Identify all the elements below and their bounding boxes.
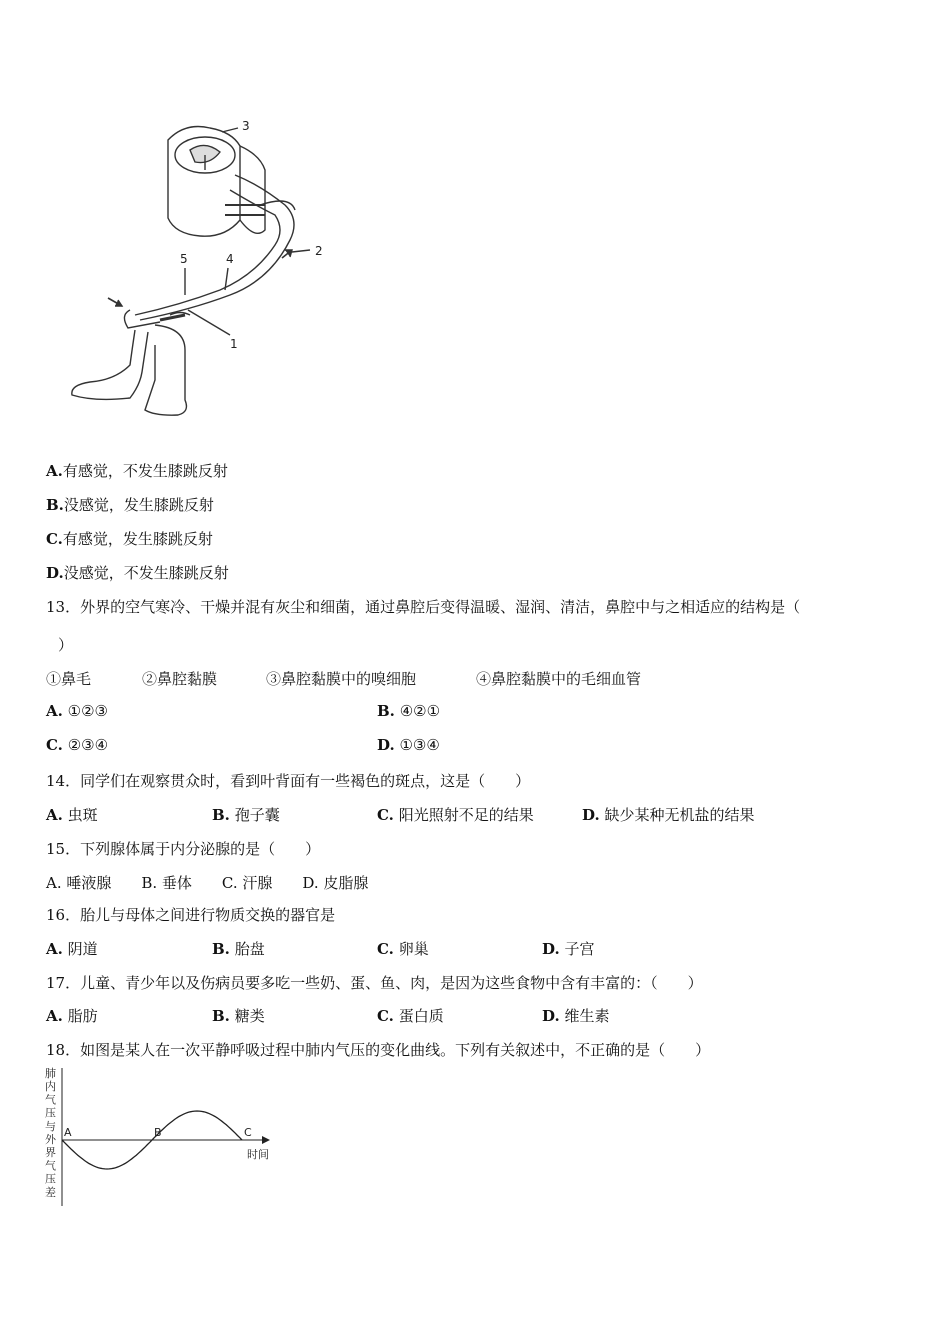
y-axis-label-char: 压 xyxy=(45,1106,56,1120)
option-letter: D. xyxy=(542,1007,560,1025)
q12-option-c xyxy=(46,528,213,549)
q17-option-c xyxy=(377,1005,444,1026)
q18-stem: 18．如图是某人在一次平静呼吸过程中肺内气压的变化曲线。下列有关叙述中，不正确的是（ ） xyxy=(46,1041,711,1059)
q14-stem: 14．同学们在观察贯众时，看到叶背面有一些褐色的斑点，这是（ ） xyxy=(46,772,531,790)
q13-stem: 13．外界的空气寒冷、干燥并混有灰尘和细菌，通过鼻腔后变得温暖、湿润、清洁，鼻腔中与之相适应的结构是（ xyxy=(46,598,801,616)
option-text: 缺少某种无机盐的结果 xyxy=(604,806,755,824)
q16-option-d xyxy=(542,938,595,959)
option-text: 糖类 xyxy=(234,1007,265,1025)
option-text: 卵巢 xyxy=(398,940,429,958)
option-letter: D. xyxy=(542,940,560,958)
option-text: ①②③ xyxy=(67,702,108,720)
y-axis-label xyxy=(45,1066,57,1199)
figure-label-4: 4 xyxy=(226,252,234,266)
option-text: 虫斑 xyxy=(67,806,98,824)
q12-option-b xyxy=(46,494,214,515)
q16-option-b xyxy=(212,938,265,959)
pressure-chart xyxy=(40,1066,280,1216)
option-text: ④②① xyxy=(399,702,441,720)
q16-stem: 16．胎儿与母体之间进行物质交换的器官是 xyxy=(46,906,336,924)
option-letter: D. xyxy=(377,736,395,754)
y-axis-label-char: 压 xyxy=(45,1172,56,1186)
option-text: 阳光照射不足的结果 xyxy=(398,806,534,824)
option-text: 阴道 xyxy=(67,940,98,958)
option-letter: A. xyxy=(46,940,63,958)
point-label-c: C xyxy=(244,1126,252,1139)
q13-item-4: ④鼻腔黏膜中的毛细血管 xyxy=(476,670,642,688)
option-letter: C. xyxy=(377,806,394,824)
option-text: 维生素 xyxy=(564,1007,610,1025)
option-text: 脂肪 xyxy=(67,1007,98,1025)
y-axis-label-char: 差 xyxy=(45,1185,56,1199)
option-letter: A. xyxy=(46,806,63,824)
q13-option-d xyxy=(377,736,440,754)
option-text: 有感觉，不发生膝跳反射 xyxy=(62,462,228,480)
option-letter: B. xyxy=(212,1007,230,1025)
option-letter: A. xyxy=(46,1007,63,1025)
q17-stem: 17．儿童、青少年以及伤病员要多吃一些奶、蛋、鱼、肉，是因为这些食物中含有丰富的：（ ） xyxy=(46,974,703,992)
option-letter: B. xyxy=(212,806,230,824)
q13-item-1: ①鼻毛 xyxy=(46,670,92,688)
q15-options: A. 唾液腺 B. 垂体 C. 汗腺 D. 皮脂腺 xyxy=(46,874,369,892)
q13-option-b xyxy=(377,702,440,720)
x-axis-label: 时间 xyxy=(247,1148,269,1161)
option-letter: B. xyxy=(46,496,64,514)
y-axis-label-char: 气 xyxy=(45,1093,56,1107)
option-letter: C. xyxy=(377,1007,394,1025)
option-letter: D. xyxy=(582,806,600,824)
q13-item-3: ③鼻腔黏膜中的嗅细胞 xyxy=(266,670,417,688)
q13-option-a xyxy=(46,702,108,720)
point-label-a: A xyxy=(64,1126,72,1139)
y-axis-label-char: 肺 xyxy=(45,1067,56,1080)
option-text: ①③④ xyxy=(399,736,440,754)
y-axis-label-char: 与 xyxy=(45,1119,56,1133)
option-letter: A. xyxy=(46,702,63,720)
y-axis-label-char: 内 xyxy=(45,1080,56,1094)
q13-option-c xyxy=(46,736,108,754)
q17-option-d xyxy=(542,1005,610,1026)
q14-option-c xyxy=(377,804,534,825)
option-text: 没感觉，发生膝跳反射 xyxy=(63,496,214,514)
option-text: 孢子囊 xyxy=(234,806,280,824)
y-axis-label-char: 界 xyxy=(45,1146,56,1160)
figure-label-1: 1 xyxy=(230,337,238,351)
x-axis-arrow xyxy=(262,1136,270,1144)
figure-label-5: 5 xyxy=(180,252,188,266)
option-text: 子宫 xyxy=(564,940,595,958)
option-letter: B. xyxy=(212,940,230,958)
q16-option-a xyxy=(46,938,98,959)
q14-option-a xyxy=(46,804,98,825)
figure-label-2: 2 xyxy=(315,244,323,258)
q13-item-2: ②鼻腔黏膜 xyxy=(142,670,218,688)
option-letter: C. xyxy=(46,530,63,548)
q12-option-d xyxy=(46,562,229,583)
q15-stem: 15．下列腺体属于内分泌腺的是（ ） xyxy=(46,840,321,858)
option-text: 没感觉，不发生膝跳反射 xyxy=(63,564,229,582)
option-text: 有感觉，发生膝跳反射 xyxy=(62,530,213,548)
q12-option-a xyxy=(46,460,228,481)
option-text: ②③④ xyxy=(67,736,109,754)
option-text: 蛋白质 xyxy=(398,1007,444,1025)
option-letter: D. xyxy=(46,564,64,582)
y-axis-label-char: 外 xyxy=(45,1133,56,1146)
figure-label-3: 3 xyxy=(242,119,250,133)
option-letter: C. xyxy=(46,736,63,754)
option-text: 胎盘 xyxy=(234,940,265,958)
reflex-arc-figure xyxy=(60,110,350,430)
q14-option-d xyxy=(582,804,755,825)
option-letter: C. xyxy=(377,940,394,958)
q14-option-b xyxy=(212,804,280,825)
option-letter: A. xyxy=(46,462,63,480)
q16-option-c xyxy=(377,938,429,959)
y-axis-label-char: 气 xyxy=(45,1159,56,1173)
q17-option-b xyxy=(212,1005,265,1026)
q13-stem-end: ） xyxy=(58,636,74,654)
point-label-b: B xyxy=(154,1126,162,1139)
option-letter: B. xyxy=(377,702,395,720)
q17-option-a xyxy=(46,1005,98,1026)
